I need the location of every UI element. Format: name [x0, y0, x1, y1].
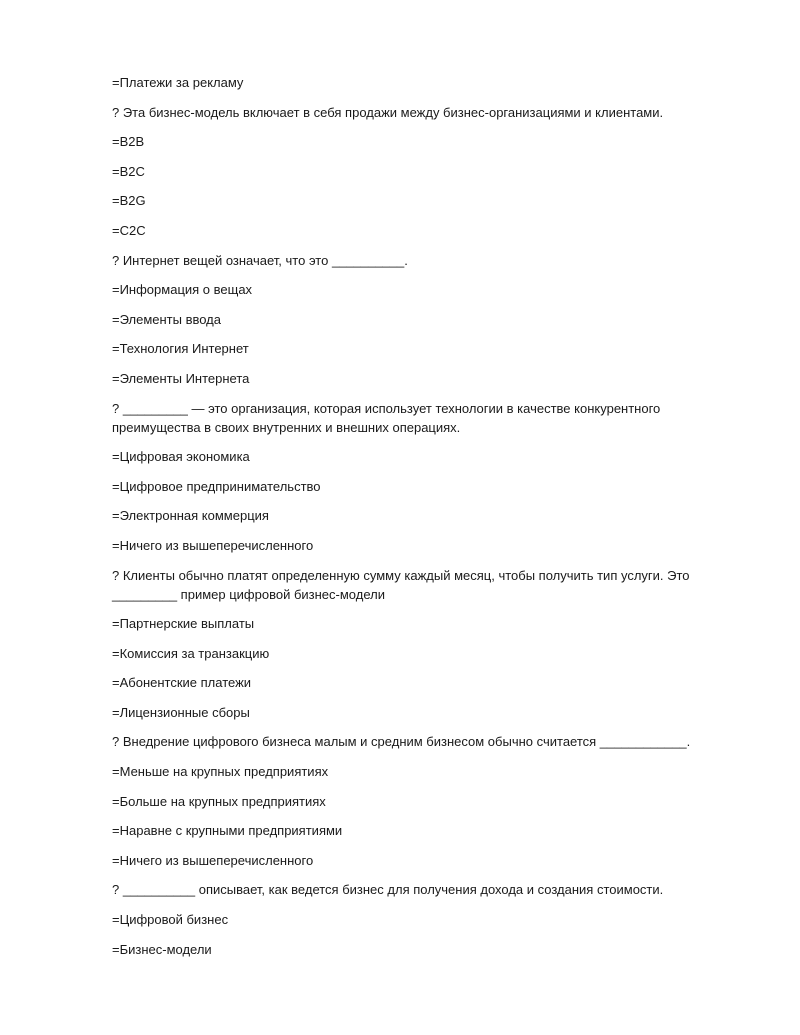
answer-line: =Цифровой бизнес: [112, 912, 229, 928]
question-line: ? _________ — это организация, которая использует технологии в качестве конкурентного преимущества в своих внутренних и внешних операциях.: [112, 400, 661, 435]
answer-line: =Элементы ввода: [112, 311, 222, 327]
answer-line: =Больше на крупных предприятиях: [112, 793, 326, 809]
answer-line: =Ничего из вышеперечисленного: [112, 537, 314, 553]
answer-line: =B2B: [112, 134, 145, 150]
question-line: ? Клиенты обычно платят определенную сумму каждый месяц, чтобы получить тип услуги. Это _________ пример цифровой бизнес-модели: [112, 567, 690, 602]
answer-line: =Информация о вещах: [112, 282, 253, 298]
answer-line: =Платежи за рекламу: [112, 75, 244, 90]
answer-line: =Электронная коммерция: [112, 508, 269, 524]
answer-line: =Элементы Интернета: [112, 370, 250, 386]
answer-line: =Бизнес-модели: [112, 941, 212, 957]
question-line: ? Эта бизнес-модель включает в себя продажи между бизнес-организациями и клиентами.: [112, 104, 664, 120]
answer-line: =Комиссия за транзакцию: [112, 645, 270, 661]
question-line: ? Интернет вещей означает, что это __________.: [112, 252, 408, 268]
question-line: ? Внедрение цифрового бизнеса малым и средним бизнесом обычно считается ____________.: [112, 734, 691, 750]
answer-line: =Цифровая экономика: [112, 449, 250, 465]
answer-line: =Ничего из вышеперечисленного: [112, 852, 314, 868]
answer-line: =Технология Интернет: [112, 341, 249, 357]
answer-line: =B2G: [112, 193, 146, 209]
question-line: ? __________ описывает, как ведется бизнес для получения дохода и создания стоимости.: [112, 882, 664, 898]
answer-line: =Наравне с крупными предприятиями: [112, 823, 343, 839]
answer-line: =Цифровое предпринимательство: [112, 478, 321, 494]
answer-line: =Партнерские выплаты: [112, 616, 255, 632]
answer-line: =Меньше на крупных предприятиях: [112, 764, 329, 780]
document-body: [112, 73, 752, 969]
answer-line: =Лицензионные сборы: [112, 704, 250, 720]
answer-line: =B2C: [112, 163, 145, 179]
answer-line: =C2C: [112, 222, 146, 238]
answer-line: =Абонентские платежи: [112, 675, 252, 691]
